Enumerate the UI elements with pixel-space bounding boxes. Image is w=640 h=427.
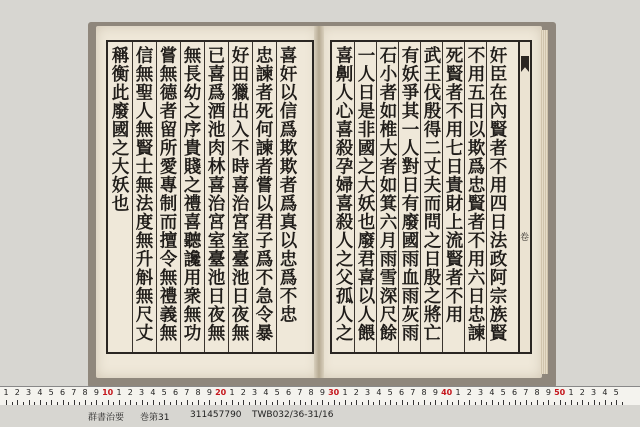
ruler-tick-label: 4 bbox=[489, 388, 495, 397]
ruler-tick-label: 5 bbox=[274, 388, 280, 397]
ruler-tick-label: 8 bbox=[308, 388, 314, 397]
ruler-tick-label: 9 bbox=[319, 388, 325, 397]
ruler-tick-label: 2 bbox=[579, 388, 585, 397]
ruler-tick-label: 9 bbox=[93, 388, 99, 397]
caption-title: 群書治要 bbox=[88, 413, 125, 423]
ruler-tick-label: 20 bbox=[215, 388, 227, 397]
ruler-tick-label: 8 bbox=[534, 388, 540, 397]
ruler-tick-label: 2 bbox=[466, 388, 472, 397]
measurement-ruler bbox=[0, 386, 640, 406]
ruler-tick-label: 7 bbox=[523, 388, 529, 397]
text-column: 忠諫者死何諫者嘗以君子爲不急令暴 bbox=[252, 42, 274, 352]
text-column: 武王伐殷得二丈夫而問之日殷之將亡 bbox=[420, 42, 442, 352]
ruler-tick-label: 6 bbox=[172, 388, 179, 397]
ruler-tick-label: 5 bbox=[161, 388, 167, 397]
ruler-tick-label: 4 bbox=[37, 388, 43, 397]
text-column: 喜奸以信爲欺欺者爲真以忠爲不忠 bbox=[276, 42, 298, 352]
text-column: 無長幼之序貴賤之禮喜聽讒用衆無功 bbox=[180, 42, 202, 352]
text-column: 好田獵出入不時喜治宮室臺池日夜無 bbox=[228, 42, 250, 352]
text-column: 奸臣在內賢者不用四日法政阿宗族賢 bbox=[486, 42, 508, 352]
ruler-tick-label: 1 bbox=[116, 388, 122, 397]
ruler-tick-label: 3 bbox=[478, 388, 484, 397]
ruler-tick-label: 5 bbox=[613, 388, 619, 397]
ruler-tick-label: 1 bbox=[342, 388, 348, 397]
ruler-tick-label: 3 bbox=[252, 388, 258, 397]
ruler-tick-label: 1 bbox=[3, 388, 9, 397]
text-column: 死賢者不用七日貴財上流賢者不用 bbox=[442, 42, 464, 352]
ruler-tick-label: 4 bbox=[602, 388, 608, 397]
ruler-tick-label: 2 bbox=[240, 388, 246, 397]
ruler-tick-label: 5 bbox=[48, 388, 54, 397]
ruler-tick-label: 7 bbox=[410, 388, 416, 397]
left-page-text-frame bbox=[106, 40, 314, 354]
ruler-tick-label: 7 bbox=[297, 388, 303, 397]
text-column: 有妖爭其一人對日有廢國雨血雨灰雨 bbox=[398, 42, 420, 352]
ruler-tick-label: 9 bbox=[432, 388, 438, 397]
fishtail-mark bbox=[521, 56, 529, 72]
ruler-tick-label: 2 bbox=[353, 388, 359, 397]
ruler-tick-label: 9 bbox=[545, 388, 551, 397]
banxin-center-strip bbox=[518, 42, 530, 352]
ruler-tick-label: 1 bbox=[229, 388, 235, 397]
ruler-tick-label: 2 bbox=[14, 388, 20, 397]
text-column: 稱衡此廢國之大妖也 bbox=[109, 46, 129, 213]
ruler-tick-label: 6 bbox=[511, 388, 518, 397]
ruler-tick-label: 30 bbox=[328, 388, 340, 397]
ruler-tick-label: 2 bbox=[127, 388, 133, 397]
caption-volume: 巻第31 bbox=[140, 413, 170, 423]
ruler-tick-label: 3 bbox=[591, 388, 597, 397]
ruler-tick-label: 6 bbox=[398, 388, 405, 397]
ruler-tick-label: 1 bbox=[568, 388, 574, 397]
text-column: 已喜爲酒池肉林喜治宮室臺池日夜無 bbox=[204, 42, 226, 352]
text-column: 信無聖人無賢士無法度無升斛無尺丈 bbox=[132, 42, 154, 352]
ruler-tick-label: 8 bbox=[195, 388, 201, 397]
text-column: 喜劓人心喜殺孕婦喜殺人之父孤人之 bbox=[333, 46, 353, 342]
ruler-tick-label: 7 bbox=[71, 388, 77, 397]
ruler-tick-label: 4 bbox=[376, 388, 382, 397]
caption-id-number: 311457790 bbox=[190, 410, 242, 420]
catalog-caption bbox=[0, 405, 640, 427]
ruler-tick-label: 9 bbox=[206, 388, 212, 397]
text-column: 嘗無德者留所愛專制而擅令無禮義無 bbox=[156, 42, 178, 352]
ruler-tick-label: 5 bbox=[500, 388, 506, 397]
page-edge bbox=[540, 30, 548, 374]
ruler-tick-label: 4 bbox=[263, 388, 269, 397]
right-page-text-frame bbox=[330, 40, 532, 354]
ruler-tick-label: 4 bbox=[150, 388, 156, 397]
ruler-tick-label: 40 bbox=[441, 388, 453, 397]
text-column: 一人日是非國之大妖也廢君喜以人餵 bbox=[354, 42, 376, 352]
ruler-tick-label: 8 bbox=[82, 388, 88, 397]
ruler-tick-label: 6 bbox=[285, 388, 292, 397]
text-column: 石小者如椎大者如箕六月雨雪深尺餘 bbox=[376, 42, 398, 352]
ruler-tick-label: 8 bbox=[421, 388, 427, 397]
ruler-tick-label: 5 bbox=[387, 388, 393, 397]
ruler-tick-label: 10 bbox=[102, 388, 114, 397]
text-column: 不用五日以欺爲忠賢者不用六日忠諫 bbox=[464, 42, 486, 352]
ruler-tick-label: 3 bbox=[365, 388, 371, 397]
ruler-tick-label: 1 bbox=[455, 388, 461, 397]
ruler-tick-label: 7 bbox=[184, 388, 190, 397]
banxin-volume-mark: 卷 bbox=[518, 232, 528, 241]
ruler-tick-label: 6 bbox=[59, 388, 66, 397]
caption-call-number: TWB032/36-31/16 bbox=[252, 410, 334, 420]
ruler-tick-label: 3 bbox=[26, 388, 32, 397]
ruler-tick-label: 50 bbox=[554, 388, 566, 397]
ruler-tick-label: 3 bbox=[139, 388, 145, 397]
book-gutter bbox=[314, 26, 324, 378]
